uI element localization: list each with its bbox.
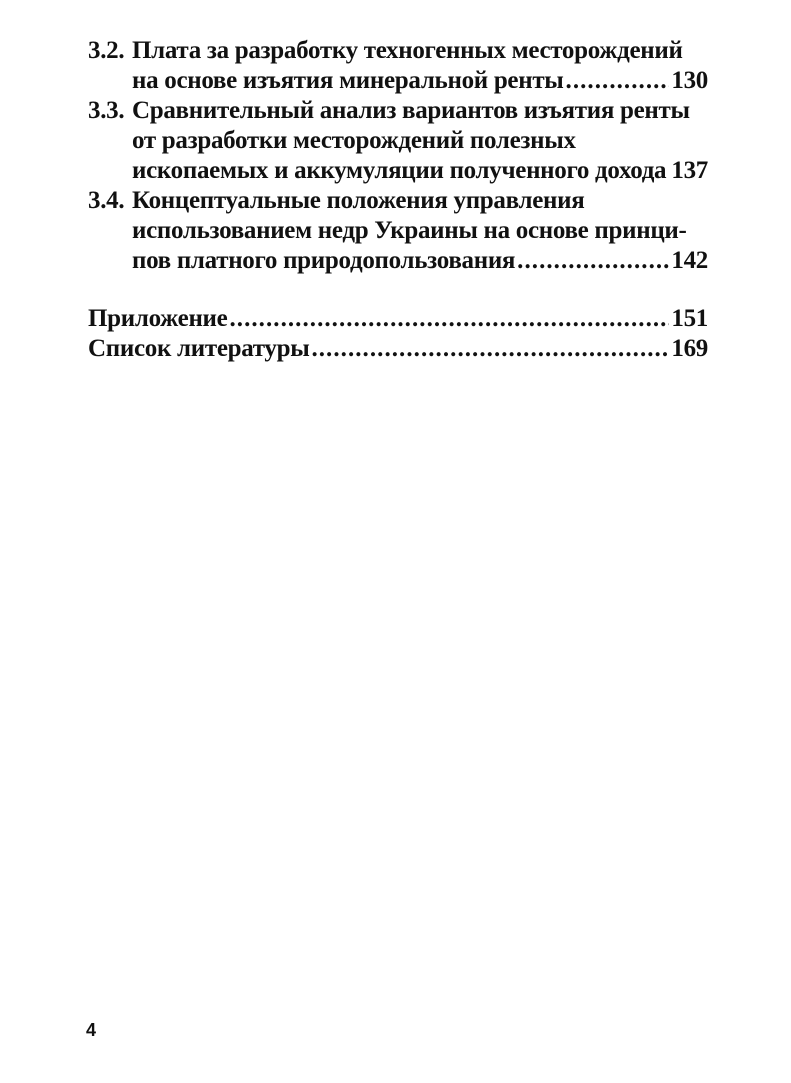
toc-entry-references[interactable]: [88, 334, 708, 364]
table-of-contents: [88, 36, 708, 364]
entry-title-line: на основе изъятия минеральной ренты: [132, 67, 564, 94]
entry-title-line: Плата за разработку техногенных месторождений: [132, 37, 683, 64]
entry-title-line: от разработки месторождений полезных: [132, 127, 576, 154]
entry-title-line: пов платного природопользования: [132, 247, 516, 274]
toc-entry-3-2[interactable]: [88, 36, 708, 96]
dot-leader: [517, 246, 669, 276]
entry-title-line: использованием недр Украины на основе принци-: [132, 217, 687, 244]
dot-leader: [566, 66, 670, 96]
entry-title-line: Сравнительный анализ вариантов изъятия ренты: [132, 97, 690, 124]
toc-entry-appendix[interactable]: [88, 304, 708, 334]
entry-page-number: 151: [671, 305, 708, 332]
spacer: [88, 276, 708, 304]
section-number: 3.4.: [88, 187, 125, 214]
entry-title: Список литературы: [88, 335, 310, 362]
dot-leader: [668, 156, 669, 186]
entry-page-number: 169: [671, 335, 708, 362]
dot-leader: [229, 304, 669, 334]
toc-entry-3-3[interactable]: [88, 96, 708, 186]
entry-title: Приложение: [88, 305, 228, 332]
section-number: 3.3.: [88, 97, 125, 124]
entry-page-number: 137: [671, 157, 708, 184]
toc-entry-3-4[interactable]: [88, 186, 708, 276]
entry-page-number: 142: [671, 247, 708, 274]
entry-title-line: ископаемых и аккумуляции полученного дохода: [132, 157, 667, 184]
section-number: 3.2.: [88, 37, 125, 64]
dot-leader: [311, 334, 669, 364]
entry-title-line: Концептуальные положения управления: [132, 187, 585, 214]
page-number: 4: [86, 1020, 97, 1040]
entry-page-number: 130: [671, 67, 708, 94]
